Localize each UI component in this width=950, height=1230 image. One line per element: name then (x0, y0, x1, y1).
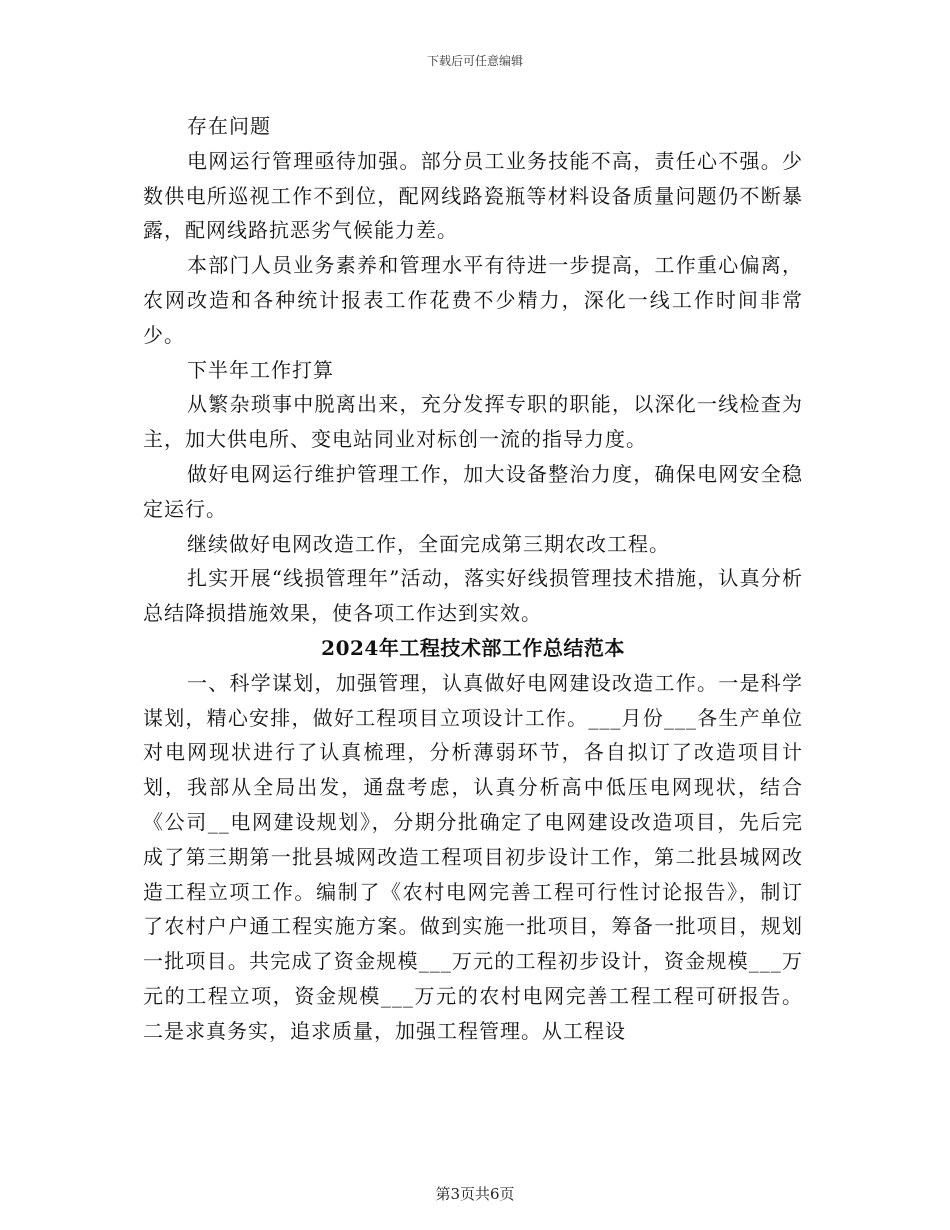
paragraph-heading-problems: 存在问题 (187, 114, 271, 138)
paragraph-staff-quality: 本部门人员业务素养和管理水平有待进一步提高，工作重心偏离，农网改造和各种统计报表工作花费不少精力，深化一线工作时间非常少。 (143, 253, 803, 347)
paragraph-renovation: 继续做好电网改造工作，全面完成第三期农改工程。 (187, 531, 670, 556)
paragraph-heading-plan: 下半年工作打算 (187, 357, 334, 382)
page-header: 下载后可任意编辑 (426, 54, 523, 68)
paragraph-maintenance: 做好电网运行维护管理工作，加大设备整治力度，确保电网安全稳定运行。 (143, 461, 803, 521)
paragraph-line-loss: 扎实开展“线损管理年”活动，落实好线损管理技术措施，认真分析总结降损措施效果，使各项工作达到实效。 (143, 566, 803, 626)
document-body (143, 109, 803, 1049)
section-title: 2024年工程技术部工作总结范本 (321, 635, 625, 660)
paragraph-grid-management: 电网运行管理亟待加强。部分员工业务技能不高，责任心不强。少数供电所巡视工作不到位，配网线路瓷瓶等材料设备质量问题仍不断暴露，配网线路抗恶劣气候能力差。 (143, 148, 803, 243)
paragraph-planning: 一、科学谋划，加强管理，认真做好电网建设改造工作。一是科学谋划，精心安排，做好工程项目立项设计工作。___月份___各生产单位对电网现状进行了认真梳理，分析薄弱环节，各自拟订了改造项目计划，我部从全局出发，通盘考虑，认真分析高中低压电网现状，结合《公司__电网建设规划》，分期分批确定了电网建设改造项目，先后完成了第三期第一批县城网改造工程项目初步设计工作，第二批县城网改造工程立项工作。编制了《农村电网完善工程可行性讨论报告》，制订了农村户户通工程实施方案。做到实施一批项目，筹备一批项目，规划一批项目。共完成了资金规模___万元的工程初步设计，资金规模___万元的工程立项，资金规模___万元的农村电网完善工程工程可研报告。二是求真务实，追求质量，加强工程管理。从工程设 (143, 670, 803, 1043)
paragraph-frontline: 从繁杂琐事中脱离出来，充分发挥专职的职能，以深化一线检查为主，加大供电所、变电站同业对标创一流的指导力度。 (143, 392, 803, 452)
page-number: 第3页共6页 (435, 1185, 515, 1203)
